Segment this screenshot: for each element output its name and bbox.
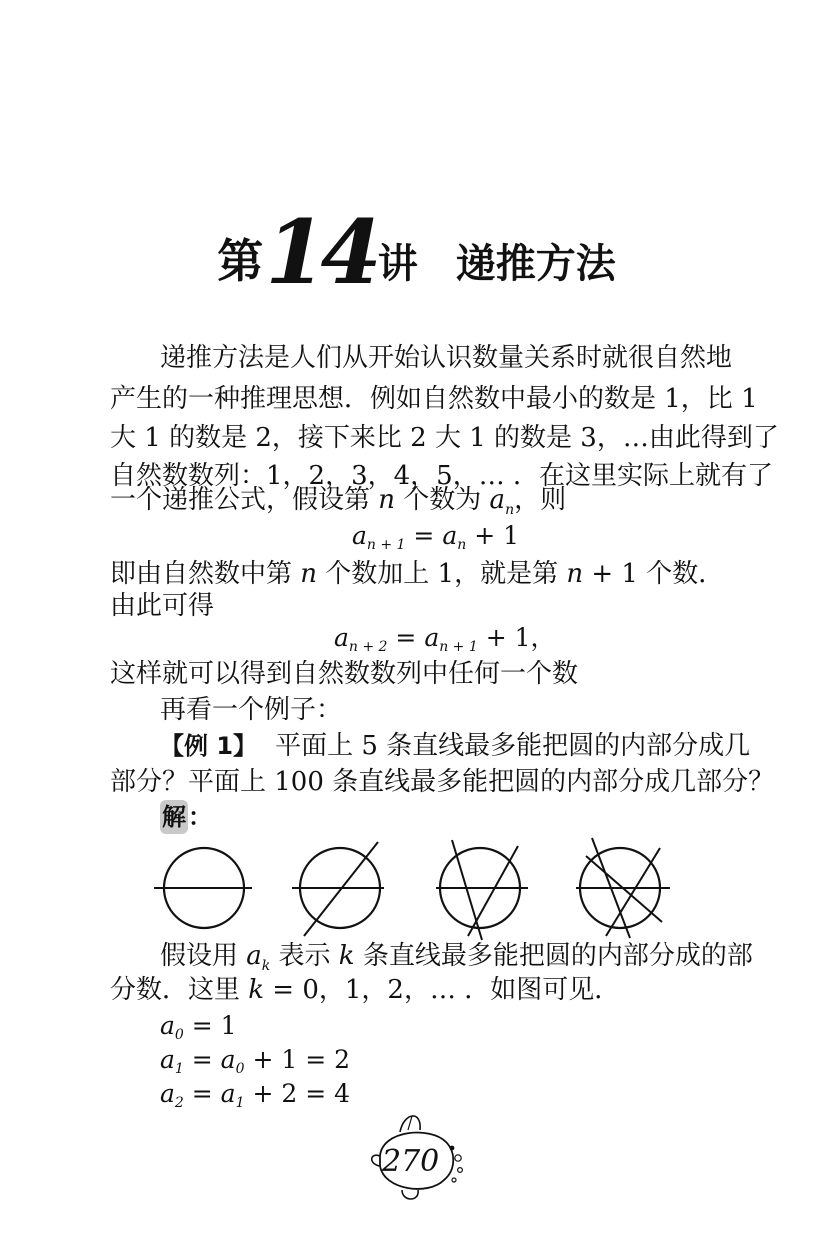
example-line: 部分？平面上 100 条直线最多能把圆的内部分成几部分？	[110, 767, 775, 797]
paragraph-line: 递推方法是人们从开始认识数量关系时就很自然地	[160, 343, 733, 373]
circle-line-figures	[140, 836, 700, 946]
math-op: =	[405, 521, 443, 550]
math-op: + 2 = 4	[244, 1079, 350, 1108]
math-subscript: n + 2	[348, 639, 388, 655]
paragraph-line: 这样就可以得到自然数数列中任何一个数	[110, 659, 579, 689]
math-var: a	[424, 623, 440, 652]
math-var: a	[352, 521, 367, 550]
example-label: 【例 1】	[160, 732, 258, 760]
text-run: 即由自然数中第	[110, 559, 301, 589]
paragraph-line: 再看一个例子：	[160, 695, 343, 725]
math-var: a	[489, 485, 506, 515]
text-run: 表示	[270, 941, 339, 971]
text-run: + 1 个数．	[583, 559, 725, 589]
math-var: a	[160, 1079, 175, 1108]
math-var: a	[442, 521, 458, 550]
text-run: 平面上 5 条直线最多能把圆的内部分成几	[275, 731, 751, 761]
page-number: 270	[382, 1144, 440, 1179]
math-subscript: 2	[174, 1095, 184, 1111]
text-run: = 0，1，2，… ．如图可见．	[264, 975, 621, 1005]
page-number-badge	[360, 1108, 490, 1208]
figure-a	[154, 848, 252, 928]
text-run: 个数加上 1，就是第	[317, 559, 567, 589]
solution-char: 解	[160, 800, 188, 834]
chapter-title	[0, 200, 833, 304]
math-op: + 1，	[477, 623, 556, 652]
math-op: + 1	[466, 521, 519, 550]
paragraph-line: 自然数数列：1，2，3，4，5，… ．在这里实际上就有了	[110, 461, 773, 491]
math-op: =	[387, 623, 425, 652]
paragraph-line	[110, 972, 620, 1008]
example-line	[160, 728, 750, 764]
math-var: a	[220, 1079, 236, 1108]
paragraph-line: 由此可得	[110, 591, 215, 621]
figure-b	[292, 842, 384, 936]
math-var: a	[334, 623, 349, 652]
math-subscript: k	[261, 958, 271, 975]
text-run: 分数．这里	[110, 975, 249, 1005]
math-op: = 1	[183, 1011, 237, 1040]
figure-c	[436, 840, 528, 940]
math-subscript: n + 1	[439, 639, 478, 655]
paragraph-line: 大 1 的数是 2，接下来比 2 大 1 的数是 3，…由此得到了	[110, 423, 779, 453]
chapter-suffix: 讲	[377, 241, 418, 287]
math-subscript: n	[457, 537, 467, 553]
math-var: k	[248, 975, 265, 1005]
math-subscript: 1	[235, 1095, 245, 1111]
text-run: 一个递推公式，假设第	[110, 485, 379, 515]
paragraph-line: 产生的一种推理思想．例如自然数中最小的数是 1，比 1	[110, 384, 758, 414]
text-run: ，则	[514, 485, 567, 515]
formula-a2	[160, 1076, 350, 1121]
text-run: 假设用	[160, 941, 247, 971]
math-subscript: 0	[174, 1027, 184, 1043]
math-var: a	[246, 941, 262, 971]
math-var: a	[220, 1045, 236, 1074]
math-var: n	[378, 485, 396, 515]
chapter-topic: 递推方法	[455, 241, 616, 287]
solution-colon: ：	[188, 803, 212, 831]
text-run: 个数为	[395, 485, 490, 515]
figure-d	[576, 838, 670, 938]
math-subscript: n	[505, 502, 515, 519]
math-var: a	[160, 1045, 175, 1074]
math-op: =	[183, 1079, 221, 1108]
text-run: 条直线最多能把圆的内部分成的部	[354, 941, 753, 971]
math-var: k	[338, 941, 355, 971]
chord-line	[468, 846, 518, 936]
math-op: + 1 = 2	[244, 1045, 350, 1074]
math-var: n	[300, 559, 318, 589]
solution-label	[160, 800, 212, 834]
chord-line	[606, 848, 660, 936]
math-subscript: n + 1	[366, 537, 406, 553]
math-var: a	[160, 1011, 175, 1040]
chapter-prefix: 第	[217, 234, 264, 288]
math-op: =	[183, 1045, 221, 1074]
paragraph-line	[110, 556, 724, 592]
chapter-number: 14	[265, 200, 376, 304]
math-subscript: 1	[174, 1061, 184, 1077]
math-subscript: 0	[235, 1061, 245, 1077]
math-var: n	[566, 559, 584, 589]
